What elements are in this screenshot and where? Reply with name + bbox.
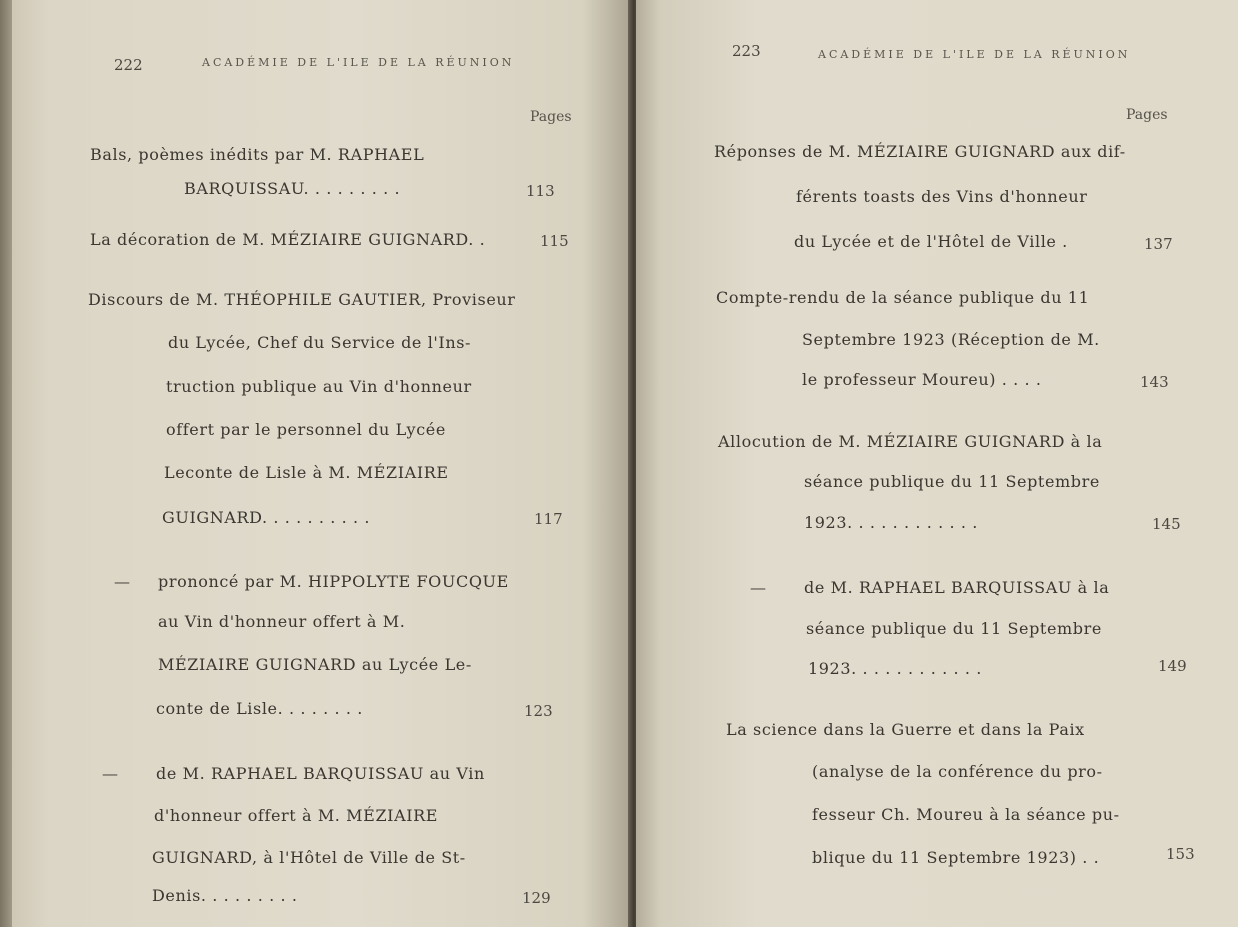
toc-line: Allocution de M. MÉZIAIRE GUIGNARD à la bbox=[718, 432, 1103, 451]
toc-page-number: 137 bbox=[1144, 235, 1173, 253]
toc-page-number: 123 bbox=[524, 702, 553, 720]
toc-line: férents toasts des Vins d'honneur bbox=[796, 187, 1088, 206]
toc-line: 1923. . . . . . . . . . . . bbox=[808, 659, 982, 678]
ditto-dash: — bbox=[102, 764, 118, 783]
left-page bbox=[12, 0, 632, 927]
toc-line: 1923. . . . . . . . . . . . bbox=[804, 513, 978, 532]
running-head: ACADÉMIE DE L'ILE DE LA RÉUNION bbox=[202, 56, 515, 69]
toc-page-number: 115 bbox=[540, 232, 569, 250]
toc-line: Septembre 1923 (Réception de M. bbox=[802, 330, 1100, 349]
toc-line: du Lycée, Chef du Service de l'Ins- bbox=[168, 333, 472, 352]
page-number: 222 bbox=[114, 56, 143, 74]
toc-line: La science dans la Guerre et dans la Paix bbox=[726, 720, 1085, 739]
toc-line: MÉZIAIRE GUIGNARD au Lycée Le- bbox=[158, 655, 472, 674]
toc-line: GUIGNARD. . . . . . . . . . bbox=[162, 508, 371, 527]
pages-label: Pages bbox=[530, 109, 572, 125]
ditto-dash: — bbox=[114, 572, 130, 591]
ditto-dash: — bbox=[750, 578, 766, 597]
toc-line: Denis. . . . . . . . . bbox=[152, 886, 298, 905]
toc-line: au Vin d'honneur offert à M. bbox=[158, 612, 406, 631]
toc-page-number: 129 bbox=[522, 889, 551, 907]
toc-line: BARQUISSAU. . . . . . . . . bbox=[184, 179, 401, 198]
toc-page-number: 145 bbox=[1152, 515, 1181, 533]
toc-page-number: 143 bbox=[1140, 373, 1169, 391]
toc-line: offert par le personnel du Lycée bbox=[166, 420, 446, 439]
toc-line: Réponses de M. MÉZIAIRE GUIGNARD aux dif- bbox=[714, 142, 1126, 161]
page-number: 223 bbox=[732, 42, 761, 60]
running-head: ACADÉMIE DE L'ILE DE LA RÉUNION bbox=[818, 48, 1131, 61]
toc-line: de M. RAPHAEL BARQUISSAU à la bbox=[804, 578, 1110, 597]
toc-line: du Lycée et de l'Hôtel de Ville . bbox=[794, 232, 1068, 251]
toc-line: blique du 11 Septembre 1923) . . bbox=[812, 848, 1100, 867]
toc-line: séance publique du 11 Septembre bbox=[806, 619, 1102, 638]
pages-label: Pages bbox=[1126, 107, 1168, 123]
toc-line: GUIGNARD, à l'Hôtel de Ville de St- bbox=[152, 848, 466, 867]
toc-line: d'honneur offert à M. MÉZIAIRE bbox=[154, 806, 439, 825]
toc-page-number: 117 bbox=[534, 510, 563, 528]
toc-line: (analyse de la conférence du pro- bbox=[812, 762, 1103, 781]
toc-line: fesseur Ch. Moureu à la séance pu- bbox=[812, 805, 1120, 824]
toc-page-number: 149 bbox=[1158, 657, 1187, 675]
toc-line: Discours de M. THÉOPHILE GAUTIER, Proviseur bbox=[88, 290, 516, 309]
toc-line: Bals, poèmes inédits par M. RAPHAEL bbox=[90, 145, 425, 164]
toc-line: truction publique au Vin d'honneur bbox=[166, 377, 472, 396]
toc-line: La décoration de M. MÉZIAIRE GUIGNARD. . bbox=[90, 230, 486, 249]
toc-line: séance publique du 11 Septembre bbox=[804, 472, 1100, 491]
right-page bbox=[636, 0, 1238, 927]
toc-line: conte de Lisle. . . . . . . . bbox=[156, 699, 363, 718]
toc-line: Leconte de Lisle à M. MÉZIAIRE bbox=[164, 463, 449, 482]
toc-page-number: 113 bbox=[526, 182, 555, 200]
toc-line: le professeur Moureu) . . . . bbox=[802, 370, 1042, 389]
toc-line: Compte-rendu de la séance publique du 11 bbox=[716, 288, 1090, 307]
toc-page-number: 153 bbox=[1166, 845, 1195, 863]
toc-line: prononcé par M. HIPPOLYTE FOUCQUE bbox=[158, 572, 509, 591]
toc-line: de M. RAPHAEL BARQUISSAU au Vin bbox=[156, 764, 485, 783]
